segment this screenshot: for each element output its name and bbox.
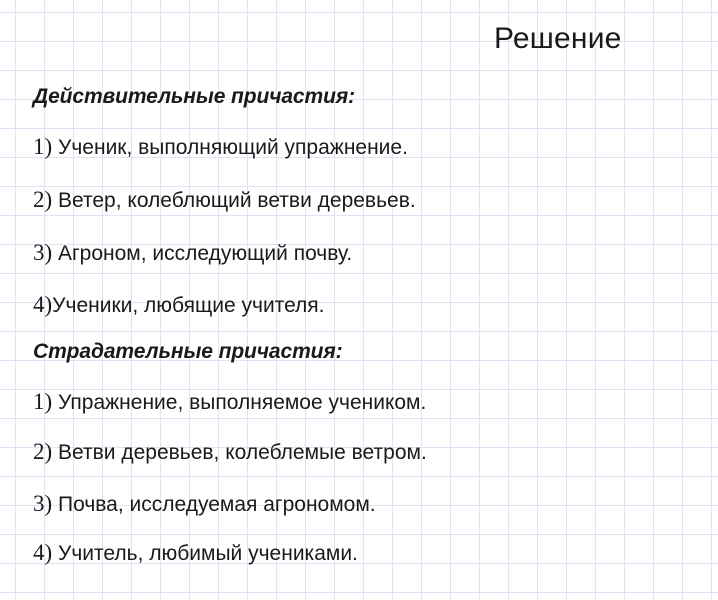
item-text: Ученик, выполняющий упражнение. — [52, 136, 408, 159]
list-item — [33, 540, 358, 565]
item-text: Ученики, любящие учителя. — [52, 294, 325, 317]
item-text: Агроном, исследующий почву. — [52, 242, 353, 265]
list-item — [33, 292, 325, 317]
list-item — [33, 439, 427, 464]
list-item — [33, 491, 376, 516]
page-title: Решение — [494, 22, 622, 55]
item-text: Учитель, любимый учениками. — [52, 542, 358, 565]
item-text: Почва, исследуемая агрономом. — [52, 493, 376, 516]
item-number: 2) — [33, 439, 53, 464]
item-number: 1) — [33, 389, 53, 414]
list-item — [33, 240, 352, 265]
item-number: 4) — [33, 292, 53, 317]
item-number: 3) — [33, 240, 53, 265]
item-text: Упражнение, выполняемое учеником. — [52, 391, 427, 414]
item-number: 4) — [33, 540, 53, 565]
section-heading-passive-participles: Страдательные причастия: — [33, 340, 343, 363]
item-text: Ветви деревьев, колеблемые ветром. — [52, 441, 427, 464]
list-item — [33, 389, 426, 414]
section-heading-active-participles: Действительные причастия: — [33, 85, 355, 108]
list-item — [33, 187, 416, 212]
item-number: 2) — [33, 187, 53, 212]
item-number: 1) — [33, 134, 53, 159]
list-item — [33, 134, 408, 159]
item-number: 3) — [33, 491, 53, 516]
item-text: Ветер, колеблющий ветви деревьев. — [52, 189, 416, 212]
